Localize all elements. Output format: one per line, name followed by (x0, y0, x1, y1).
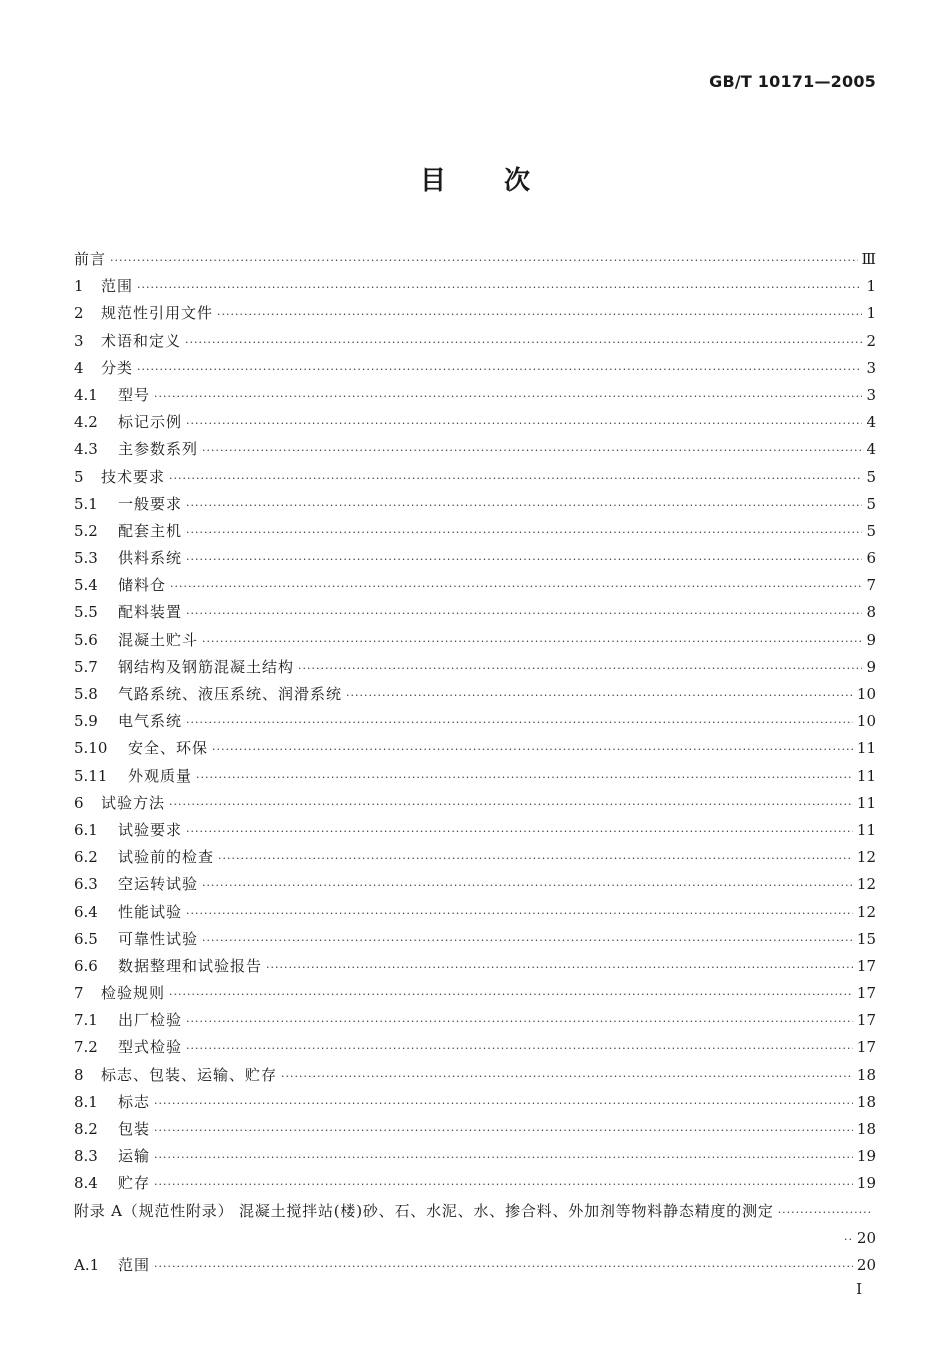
toc-entry-label: 贮存 (118, 1174, 151, 1193)
toc-entry[interactable] (74, 1225, 876, 1252)
toc-entry-number: 8.1 (74, 1092, 98, 1111)
dot-leader (202, 927, 853, 954)
dot-leader (186, 410, 862, 437)
toc-entry-label: 供料系统 (118, 549, 183, 568)
toc-entry-page: 5 (866, 467, 876, 486)
toc-entry[interactable] (74, 627, 876, 654)
table-of-contents (74, 246, 876, 1279)
toc-entry[interactable] (74, 273, 876, 300)
toc-entry-page: 7 (866, 576, 876, 595)
toc-entry-page: 12 (856, 902, 876, 921)
toc-entry-page: 4 (866, 440, 876, 459)
toc-entry[interactable] (74, 409, 876, 436)
toc-entry[interactable] (74, 246, 876, 273)
dot-leader (266, 954, 853, 981)
standard-code: GB/T 10171—2005 (709, 72, 876, 91)
toc-entry[interactable] (74, 382, 876, 409)
toc-entry-number: 4.2 (74, 413, 98, 432)
toc-entry-page: 3 (866, 358, 876, 377)
toc-entry-page: 15 (856, 929, 876, 948)
toc-entry-label: 技术要求 (101, 467, 166, 486)
toc-entry-number: 8.3 (74, 1147, 98, 1166)
dot-leader (186, 900, 853, 927)
toc-entry-label: 标志、包装、运输、贮存 (101, 1065, 278, 1084)
toc-entry[interactable] (74, 328, 876, 355)
toc-entry[interactable] (74, 1143, 876, 1170)
toc-entry[interactable] (74, 1089, 876, 1116)
dot-leader (218, 845, 853, 872)
toc-entry-label: 分类 (101, 358, 134, 377)
toc-entry-number: 5.3 (74, 549, 98, 568)
toc-entry-page: 17 (856, 1038, 876, 1057)
toc-entry-label: 包装 (118, 1120, 151, 1138)
toc-entry[interactable] (74, 926, 876, 953)
toc-entry-number: 6.1 (74, 820, 98, 839)
toc-entry-label: 附录 A（规范性附录） 混凝土搅拌站(楼)砂、石、水泥、水、掺合料、外加剂等物料静态精度的测定 (74, 1201, 774, 1220)
toc-entry-page: 11 (856, 739, 876, 758)
toc-entry-label: 范围 (118, 1255, 151, 1274)
toc-entry-label: 电气系统 (118, 712, 183, 731)
toc-entry-number: A.1 (74, 1255, 100, 1274)
toc-entry[interactable] (74, 1170, 876, 1197)
toc-entry-page: 10 (856, 712, 876, 731)
dot-leader (186, 1008, 853, 1035)
toc-entry-label: 可靠性试验 (118, 929, 199, 948)
dot-leader (186, 709, 853, 736)
toc-entry-number: 5.4 (74, 576, 98, 595)
toc-entry-label: 主参数系列 (118, 440, 199, 459)
toc-entry[interactable] (74, 518, 876, 545)
toc-entry[interactable] (74, 790, 876, 817)
toc-entry-number: 6.3 (74, 875, 98, 894)
dot-leader (154, 1090, 853, 1117)
toc-entry-number: 6.5 (74, 929, 98, 948)
toc-entry-page: 18 (856, 1120, 876, 1138)
toc-entry-page: 17 (856, 984, 876, 1003)
toc-entry[interactable] (74, 1198, 876, 1225)
toc-entry-number: 5 (74, 467, 84, 486)
toc-entry[interactable] (74, 735, 876, 762)
toc-entry-page: 2 (866, 331, 876, 350)
title-char-2: 次 (504, 166, 531, 196)
toc-entry-number: 3 (74, 331, 84, 350)
toc-entry-number: 5.8 (74, 685, 98, 703)
toc-entry[interactable] (74, 817, 876, 844)
toc-entry-label: 检验规则 (101, 984, 166, 1003)
toc-entry[interactable] (74, 953, 876, 980)
dot-leader (778, 1199, 872, 1226)
dot-leader (137, 356, 862, 383)
toc-entry-label: 试验前的检查 (118, 848, 215, 867)
toc-entry-label: 配料装置 (118, 603, 183, 622)
toc-entry-number: 6 (74, 793, 84, 812)
dot-leader (202, 437, 862, 464)
toc-entry-page: 11 (856, 766, 876, 785)
toc-entry[interactable] (74, 1062, 876, 1089)
dot-leader (298, 655, 862, 682)
toc-entry-number: 8.4 (74, 1174, 98, 1193)
toc-entry-number: 7.1 (74, 1011, 98, 1030)
toc-entry[interactable] (74, 681, 876, 708)
toc-entry-page: 19 (856, 1147, 876, 1166)
dot-leader (186, 1035, 853, 1062)
toc-entry-label: 标志 (118, 1092, 151, 1111)
toc-entry-page: 5 (866, 494, 876, 513)
toc-entry-label: 出厂检验 (118, 1011, 183, 1030)
toc-entry[interactable] (74, 899, 876, 926)
dot-leader (154, 1253, 853, 1280)
dot-leader (185, 329, 862, 356)
toc-entry-label: 范围 (101, 277, 134, 296)
dot-leader (202, 628, 862, 655)
toc-entry-label: 型式检验 (118, 1038, 183, 1057)
toc-entry-page: 3 (866, 385, 876, 404)
toc-entry-number: 5.7 (74, 657, 98, 676)
toc-entry-label: 气路系统、液压系统、润滑系统 (118, 685, 343, 703)
dot-leader (186, 600, 862, 627)
toc-entry-page: 18 (856, 1092, 876, 1111)
dot-leader (844, 1226, 853, 1253)
toc-entry-page: 17 (856, 956, 876, 975)
dot-leader (212, 736, 853, 763)
toc-entry-label: 空运转试验 (118, 875, 199, 894)
toc-entry[interactable] (74, 491, 876, 518)
toc-entry[interactable] (74, 1116, 876, 1143)
toc-entry-page: 10 (856, 685, 876, 703)
toc-entry-page: 8 (866, 603, 876, 622)
toc-entry-label: 试验方法 (101, 793, 166, 812)
toc-entry-page: 11 (856, 820, 876, 839)
toc-entry[interactable] (74, 464, 876, 491)
toc-entry-label: 混凝土贮斗 (118, 630, 199, 649)
toc-entry-label: 标记示例 (118, 413, 183, 432)
toc-entry-number: 8 (74, 1065, 84, 1084)
toc-entry-number: 5.11 (74, 766, 108, 785)
toc-entry[interactable] (74, 436, 876, 463)
dot-leader (186, 519, 862, 546)
toc-entry[interactable] (74, 844, 876, 871)
title-char-1: 目 (419, 166, 446, 196)
toc-entry-number: 5.6 (74, 630, 98, 649)
dot-leader (169, 465, 862, 492)
toc-entry-number: 5.5 (74, 603, 98, 622)
toc-entry[interactable] (74, 572, 876, 599)
dot-leader (196, 764, 853, 791)
toc-entry[interactable] (74, 1007, 876, 1034)
toc-entry-number: 7.2 (74, 1038, 98, 1057)
dot-leader (186, 546, 862, 573)
dot-leader (154, 1171, 853, 1198)
page-folio: I (856, 1280, 862, 1298)
toc-entry-page: 12 (856, 875, 876, 894)
toc-entry-label: 一般要求 (118, 494, 183, 513)
toc-entry-label: 型号 (118, 385, 151, 404)
dot-leader (281, 1063, 853, 1090)
toc-entry-number: 6.4 (74, 902, 98, 921)
toc-entry-number: 8.2 (74, 1120, 98, 1138)
toc-entry-page: 5 (866, 521, 876, 540)
toc-entry[interactable] (74, 980, 876, 1007)
toc-entry-label: 外观质量 (128, 766, 193, 785)
toc-entry[interactable] (74, 545, 876, 572)
toc-entry-label: 术语和定义 (101, 331, 182, 350)
toc-entry-label: 配套主机 (118, 521, 183, 540)
toc-entry-number: 6.6 (74, 956, 98, 975)
toc-entry[interactable] (74, 763, 876, 790)
toc-entry-page: 9 (866, 630, 876, 649)
toc-entry-label: 试验要求 (118, 820, 183, 839)
toc-entry-page: 18 (856, 1065, 876, 1084)
dot-leader (110, 247, 858, 274)
toc-entry-label: 运输 (118, 1147, 151, 1166)
toc-entry[interactable] (74, 1034, 876, 1061)
toc-entry-page: 12 (856, 848, 876, 867)
toc-entry-label: 安全、环保 (128, 739, 209, 758)
dot-leader (169, 791, 853, 818)
dot-leader (186, 492, 862, 519)
dot-leader (186, 818, 853, 845)
toc-entry[interactable] (74, 355, 876, 382)
toc-entry-number: 4 (74, 358, 84, 377)
toc-entry-number: 6.2 (74, 848, 98, 867)
toc-entry-number: 5.1 (74, 494, 98, 513)
toc-entry-label: 数据整理和试验报告 (118, 956, 263, 975)
toc-entry[interactable] (74, 300, 876, 327)
dot-leader (137, 274, 862, 301)
toc-entry[interactable] (74, 1252, 876, 1279)
dot-leader (169, 981, 853, 1008)
toc-entry-number: 1 (74, 277, 84, 296)
toc-entry-page: 1 (866, 304, 876, 323)
toc-entry-number: 5.9 (74, 712, 98, 731)
toc-entry-page: 9 (866, 657, 876, 676)
toc-entry-page: 4 (866, 413, 876, 432)
toc-entry-page: 6 (866, 549, 876, 568)
toc-entry[interactable] (74, 599, 876, 626)
toc-entry-page: 11 (856, 793, 876, 812)
dot-leader (202, 872, 853, 899)
toc-entry-label: 储料仓 (118, 576, 167, 595)
dot-leader (217, 301, 862, 328)
dot-leader (154, 1117, 853, 1144)
toc-entry-page: Ⅲ (861, 250, 876, 268)
toc-entry-number: 5.10 (74, 739, 108, 758)
toc-entry-page: 17 (856, 1011, 876, 1030)
toc-entry[interactable] (74, 871, 876, 898)
dot-leader (154, 1144, 853, 1171)
toc-entry-label: 钢结构及钢筋混凝土结构 (118, 657, 295, 676)
page-title (0, 160, 950, 197)
toc-entry-page: 20 (856, 1228, 876, 1247)
toc-entry-number: 7 (74, 984, 84, 1003)
toc-entry-label: 规范性引用文件 (101, 304, 214, 323)
dot-leader (170, 573, 862, 600)
toc-entry-number: 2 (74, 304, 84, 323)
dot-leader (154, 383, 862, 410)
dot-leader (346, 682, 853, 709)
toc-entry-number: 4.3 (74, 440, 98, 459)
toc-entry-page: 1 (866, 277, 876, 296)
toc-entry-number: 4.1 (74, 385, 98, 404)
toc-entry-label: 前言 (74, 250, 107, 268)
toc-entry-label: 性能试验 (118, 902, 183, 921)
toc-entry[interactable] (74, 654, 876, 681)
toc-entry-page: 19 (856, 1174, 876, 1193)
toc-entry[interactable] (74, 708, 876, 735)
toc-entry-page: 20 (856, 1255, 876, 1274)
toc-entry-number: 5.2 (74, 521, 98, 540)
